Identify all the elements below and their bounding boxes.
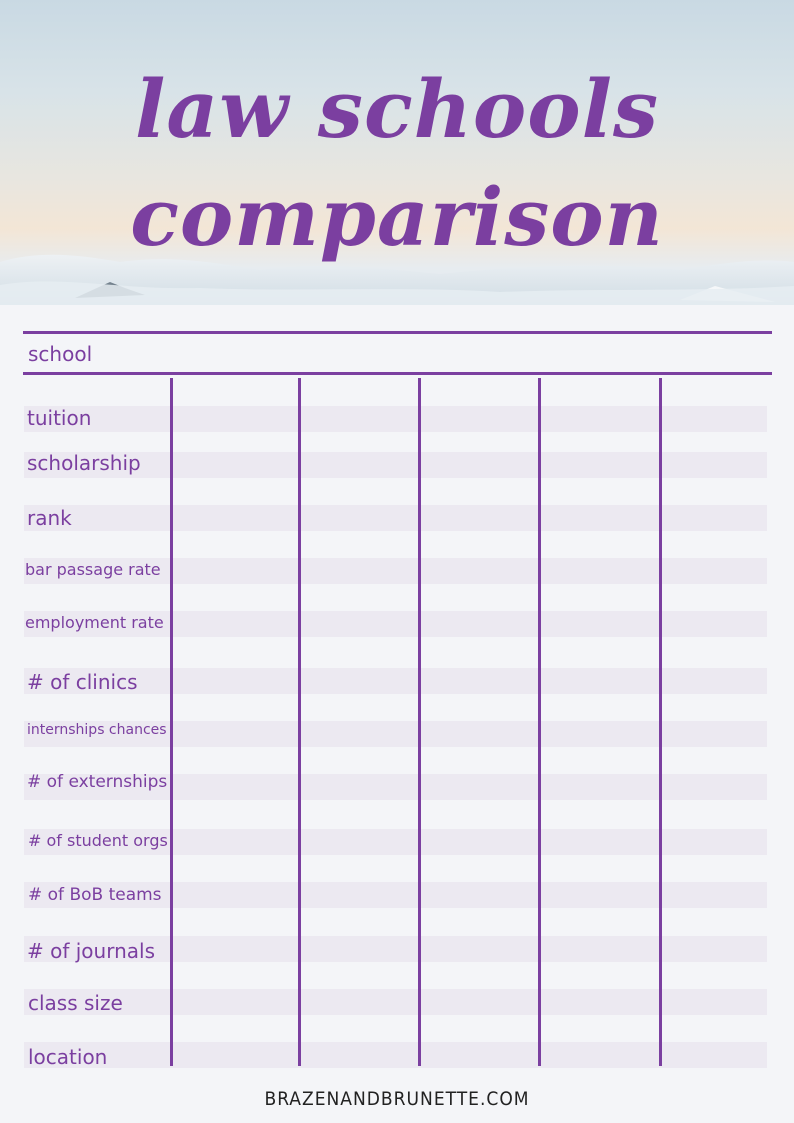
row-label-bar-passage-rate: bar passage rate <box>25 560 161 579</box>
column-divider <box>298 378 301 1066</box>
row-label-externships: # of externships <box>27 772 168 792</box>
row-stripe <box>24 406 767 432</box>
title-line-2: comparison <box>130 170 664 264</box>
row-label-location: location <box>28 1045 108 1069</box>
row-label-journals: # of journals <box>27 939 155 963</box>
row-stripe <box>24 1042 767 1068</box>
row-stripe <box>24 505 767 531</box>
row-label-clinics: # of clinics <box>27 670 138 694</box>
row-label-scholarship: scholarship <box>27 451 141 475</box>
row-label-bob-teams: # of BoB teams <box>28 885 162 905</box>
column-divider <box>170 378 173 1066</box>
header-banner <box>0 0 794 305</box>
footer-website: BRAZENANDBRUNETTE.COM <box>264 1088 530 1110</box>
row-label-student-orgs: # of student orgs <box>28 831 168 850</box>
row-stripe <box>24 989 767 1015</box>
row-label-rank: rank <box>27 506 72 530</box>
row-label-internships: internships chances <box>27 722 167 738</box>
header-divider <box>23 372 772 375</box>
row-label-employment-rate: employment rate <box>25 613 164 632</box>
row-label-tuition: tuition <box>27 406 92 430</box>
column-divider <box>538 378 541 1066</box>
row-label-class-size: class size <box>28 991 123 1015</box>
school-header-label: school <box>28 342 93 366</box>
title-line-1: law schools <box>134 62 659 156</box>
top-divider <box>23 331 772 334</box>
column-divider <box>418 378 421 1066</box>
column-divider <box>659 378 662 1066</box>
